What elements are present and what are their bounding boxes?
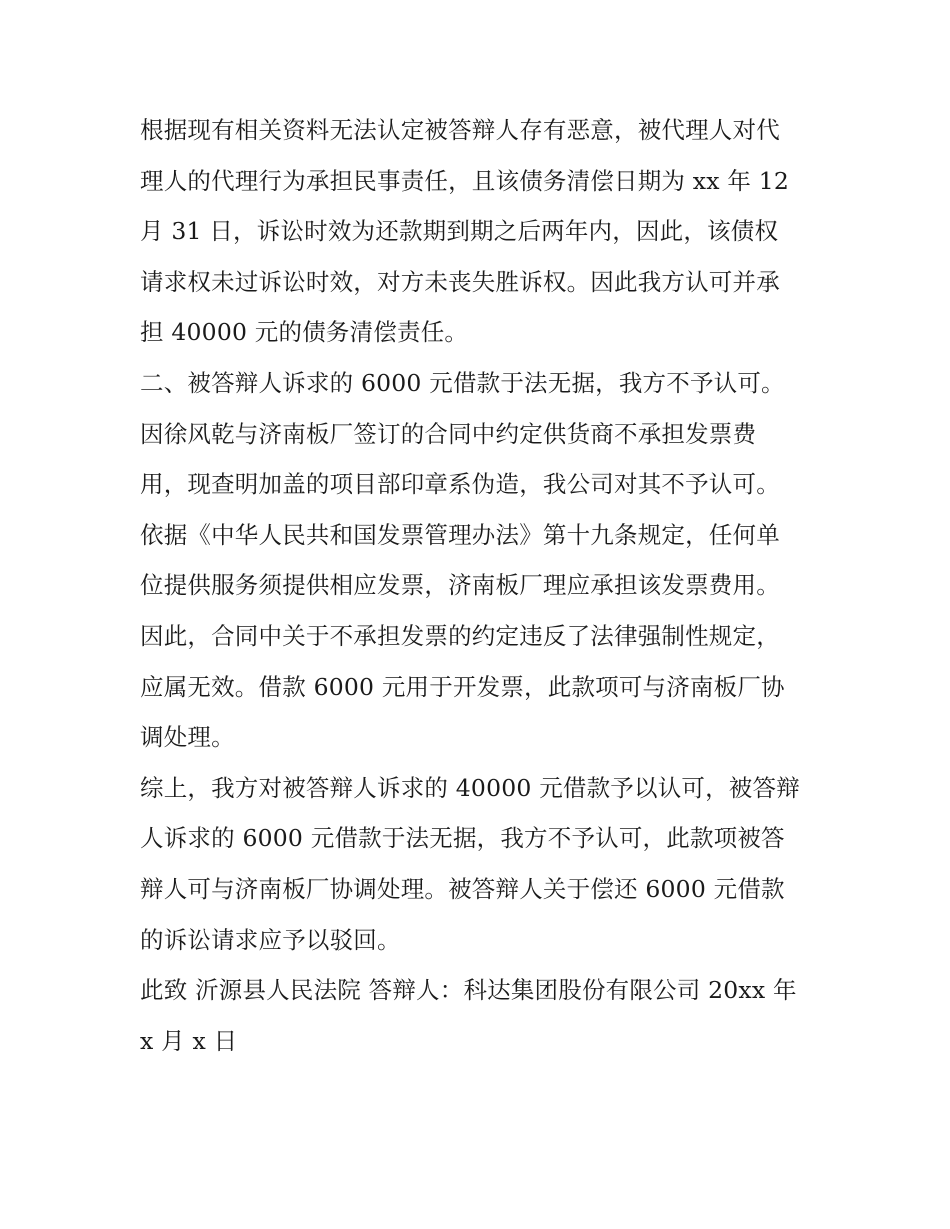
text-line: 的诉讼请求应予以驳回。 bbox=[140, 925, 401, 954]
text-line: 调处理。 bbox=[140, 723, 235, 752]
text-line: 位提供服务须提供相应发票，济南板厂理应承担该发票费用。 bbox=[140, 571, 780, 600]
text-line: 因此，合同中关于不承担发票的约定违反了法律强制性规定， bbox=[140, 621, 780, 650]
text-line: 根据现有相关资料无法认定被答辩人存有恶意，被代理人对代 bbox=[140, 116, 780, 144]
text-line: 理人的代理行为承担民事责任，且该债务清偿日期为 xx 年 12 bbox=[140, 166, 790, 195]
text-line: 月 31 日，诉讼时效为还款期到期之后两年内，因此，该债权 bbox=[140, 217, 779, 246]
text-line: 用，现查明加盖的项目部印章系伪造，我公司对其不予认可。 bbox=[140, 470, 780, 499]
text-line: 应属无效。借款 6000 元用于开发票，此款项可与济南板厂协 bbox=[140, 672, 785, 701]
text-line: 依据《中华人民共和国发票管理办法》第十九条规定，任何单 bbox=[140, 520, 780, 549]
text-line: 二、被答辩人诉求的 6000 元借款于法无据，我方不予认可。 bbox=[140, 368, 785, 397]
text-line: x 月 x 日 bbox=[140, 1026, 238, 1055]
text-line: 因徐风乾与济南板厂签订的合同中约定供货商不承担发票费 bbox=[140, 419, 757, 448]
text-line: 此致 沂源县人民法院 答辩人：科达集团股份有限公司 20xx 年 bbox=[140, 976, 797, 1005]
text-line: 人诉求的 6000 元借款于法无据，我方不予认可，此款项被答 bbox=[140, 824, 785, 853]
document-body bbox=[140, 105, 820, 1066]
text-line: 综上，我方对被答辩人诉求的 40000 元借款予以认可，被答辩 bbox=[140, 773, 800, 802]
text-line: 辩人可与济南板厂协调处理。被答辩人关于偿还 6000 元借款 bbox=[140, 874, 785, 903]
text-line: 请求权未过诉讼时效，对方未丧失胜诉权。因此我方认可并承 bbox=[140, 267, 780, 296]
text-line: 担 40000 元的债务清偿责任。 bbox=[140, 318, 469, 347]
